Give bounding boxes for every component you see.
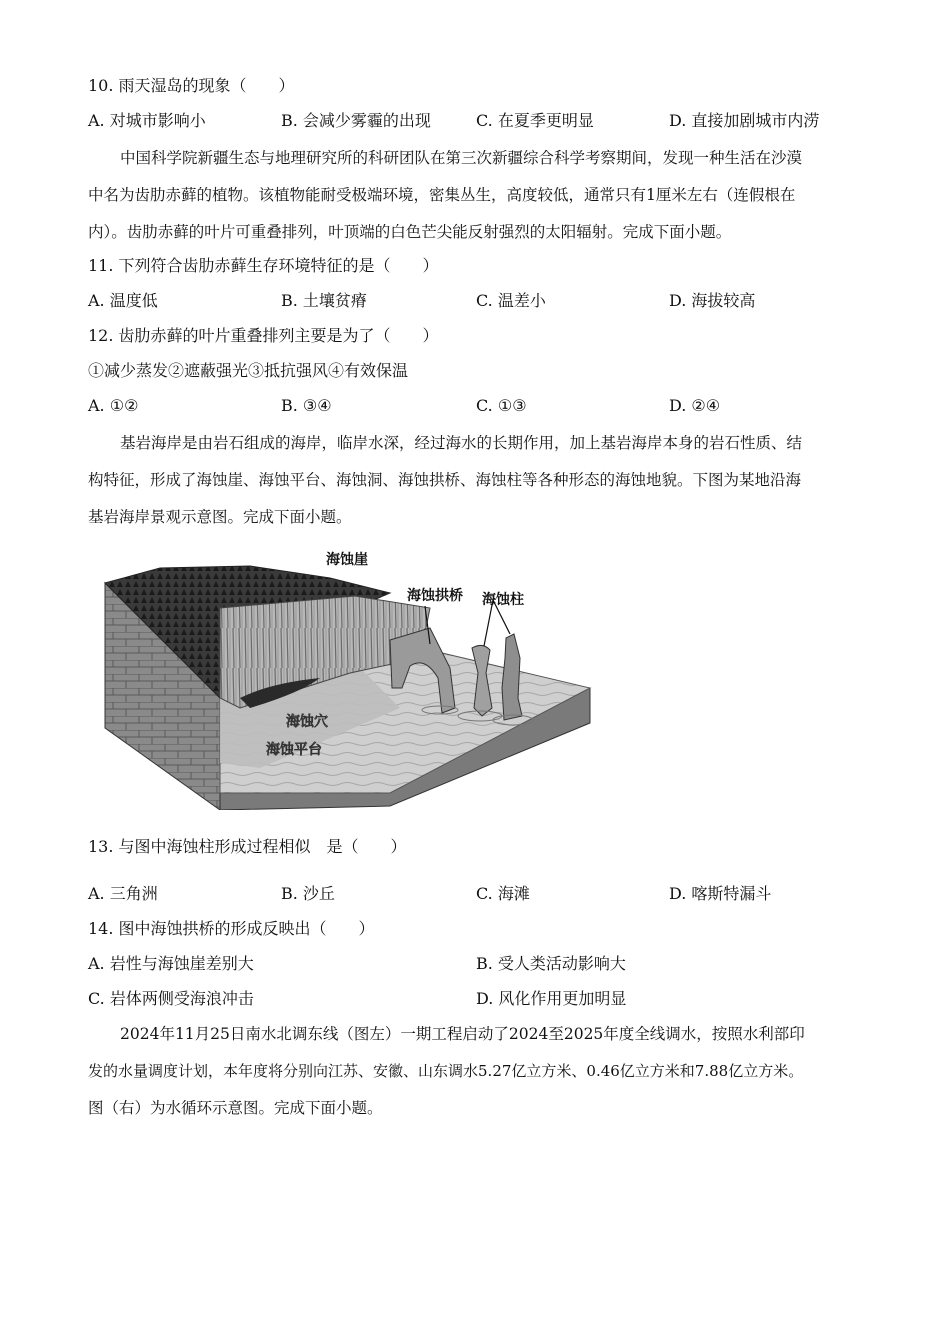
sea-stack-2 bbox=[502, 634, 522, 720]
passage-3-line-1: 2024年11月25日南水北调东线（图左）一期工程启动了2024至2025年度全线调水，按照水利部印 bbox=[120, 1025, 805, 1043]
q12-choices: ①减少蒸发②遮蔽强光③抵抗强风④有效保温 bbox=[88, 361, 409, 380]
coast-landform-figure bbox=[100, 548, 592, 810]
label-sea-arch: 海蚀拱桥 bbox=[407, 588, 463, 604]
q12-option-d: D. ②④ bbox=[669, 396, 721, 415]
q11-option-a: A. 温度低 bbox=[88, 291, 158, 310]
q12-option-c: C. ①③ bbox=[476, 396, 527, 415]
passage-2-line-2: 构特征，形成了海蚀崖、海蚀平台、海蚀洞、海蚀拱桥、海蚀柱等各种形态的海蚀地貌。下图为某地沿海 bbox=[88, 471, 802, 489]
q14-option-a: A. 岩性与海蚀崖差别大 bbox=[88, 954, 254, 973]
q13-option-c: C. 海滩 bbox=[476, 884, 530, 903]
q10-option-b: B. 会减少雾霾的出现 bbox=[281, 111, 431, 130]
label-sea-notch: 海蚀穴 bbox=[286, 714, 328, 730]
label-sea-stack: 海蚀柱 bbox=[482, 592, 524, 608]
q14-option-d: D. 风化作用更加明显 bbox=[476, 989, 627, 1008]
q12-option-b: B. ③④ bbox=[281, 396, 332, 415]
question-10-stem: 10. 雨天湿岛的现象（ ） bbox=[88, 76, 295, 95]
q10-option-c: C. 在夏季更明显 bbox=[476, 111, 594, 130]
q12-option-a: A. ①② bbox=[88, 396, 139, 415]
label-sea-cliff: 海蚀崖 bbox=[326, 552, 368, 568]
label-wave-cut-platform: 海蚀平台 bbox=[266, 742, 322, 758]
question-12-stem: 12. 齿肋赤藓的叶片重叠排列主要是为了（ ） bbox=[88, 326, 439, 345]
q14-option-b: B. 受人类活动影响大 bbox=[476, 954, 626, 973]
q13-option-a: A. 三角洲 bbox=[88, 884, 158, 903]
passage-3-line-2: 发的水量调度计划，本年度将分别向江苏、安徽、山东调水5.27亿立方米、0.46亿立方米和7.88亿立方米。 bbox=[88, 1062, 804, 1080]
q11-option-c: C. 温差小 bbox=[476, 291, 546, 310]
passage-3-line-3: 图（右）为水循环示意图。完成下面小题。 bbox=[88, 1099, 383, 1117]
q10-option-d: D. 直接加剧城市内涝 bbox=[669, 111, 820, 130]
q11-option-d: D. 海拔较高 bbox=[669, 291, 756, 310]
passage-1-line-2: 中名为齿肋赤藓的植物。该植物能耐受极端环境，密集丛生，高度较低，通常只有1厘米左右（连假根在 bbox=[88, 186, 796, 204]
q13-option-b: B. 沙丘 bbox=[281, 884, 335, 903]
q14-option-c: C. 岩体两侧受海浪冲击 bbox=[88, 989, 254, 1008]
passage-1-line-1: 中国科学院新疆生态与地理研究所的科研团队在第三次新疆综合科学考察期间，发现一种生活在沙漠 bbox=[120, 149, 803, 167]
passage-2-line-3: 基岩海岸景观示意图。完成下面小题。 bbox=[88, 508, 352, 526]
question-13-stem: 13. 与图中海蚀柱形成过程相似 是（ ） bbox=[88, 837, 407, 856]
question-14-stem: 14. 图中海蚀拱桥的形成反映出（ ） bbox=[88, 919, 375, 938]
passage-2-line-1: 基岩海岸是由岩石组成的海岸，临岸水深，经过海水的长期作用，加上基岩海岸本身的岩石性质、结 bbox=[120, 434, 803, 452]
q11-option-b: B. 土壤贫瘠 bbox=[281, 291, 367, 310]
question-11-stem: 11. 下列符合齿肋赤藓生存环境特征的是（ ） bbox=[88, 256, 439, 275]
passage-1-line-3: 内）。齿肋赤藓的叶片可重叠排列，叶顶端的白色芒尖能反射强烈的太阳辐射。完成下面小题。 bbox=[88, 223, 732, 241]
q10-option-a: A. 对城市影响小 bbox=[88, 111, 206, 130]
q13-option-d: D. 喀斯特漏斗 bbox=[669, 884, 772, 903]
